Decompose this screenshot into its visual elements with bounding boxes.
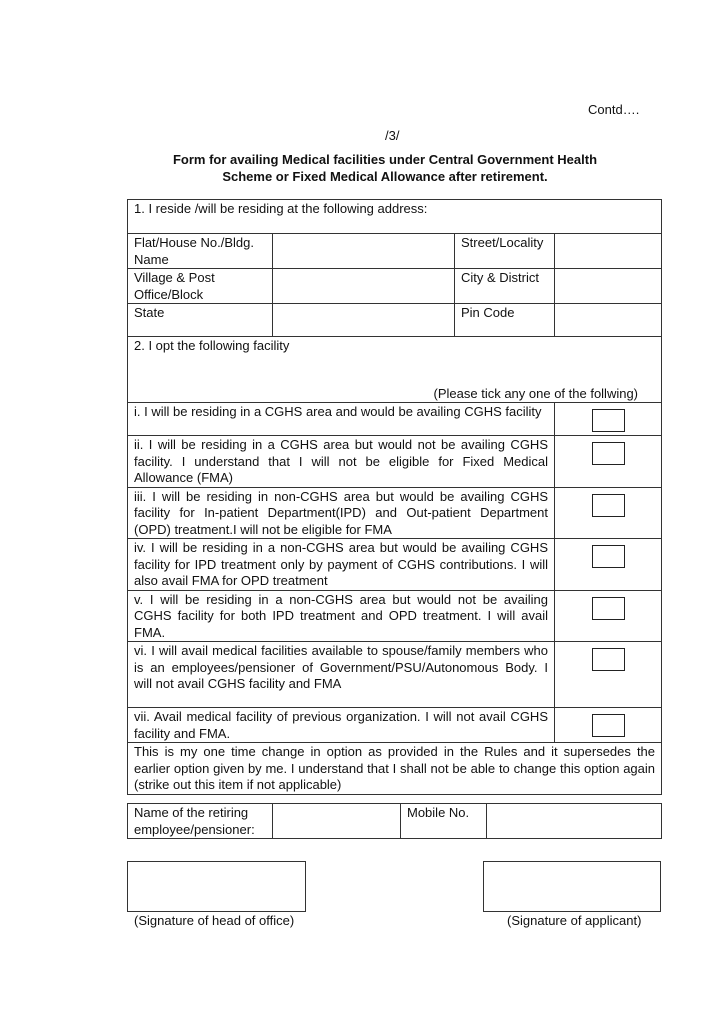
flat-label: Flat/House No./Bldg. Name [128,234,273,269]
street-input[interactable] [555,234,662,269]
facility-heading: 2. I opt the following facility [134,338,290,353]
option-vii-checkbox-cell [555,708,662,743]
tick-note: (Please tick any one of the follwing) [433,385,639,401]
option-vii: vii. Avail medical facility of previous organization. I will not avail CGHS facility and FMA. [128,708,555,743]
option-i-checkbox-cell [555,403,662,436]
state-label: State [128,304,273,337]
address-heading: 1. I reside /will be residing at the following address: [128,200,662,234]
form-title-line-1: Form for availing Medical facilities under Central Government Health [172,152,598,167]
city-label: City & District [455,269,555,304]
mobile-label: Mobile No. [401,804,487,839]
employee-table [127,803,662,839]
applicant-signature-label: (Signature of applicant) [507,913,642,928]
pin-label: Pin Code [455,304,555,337]
option-vi-checkbox[interactable] [592,648,625,671]
option-ii-checkbox-cell [555,436,662,488]
option-v-checkbox-cell [555,590,662,642]
contd-label: Contd…. [588,102,640,117]
form-table [127,199,662,795]
page-number: /3/ [385,128,400,143]
village-label: Village & Post Office/Block [128,269,273,304]
flat-input[interactable] [273,234,455,269]
option-v-checkbox[interactable] [592,597,625,620]
option-ii-checkbox[interactable] [592,442,625,465]
option-v: v. I will be residing in a non-CGHS area but would not be availing CGHS facility for both IPD treatment and OPD treatment. I will avail FMA. [128,590,555,642]
option-vi: vi. I will avail medical facilities available to spouse/family members who is an employees/pensioner of Government/PSU/Autonomous Body. I will not avail CGHS facility and FMA [128,642,555,708]
employee-name-label: Name of the retiring employee/pensioner: [128,804,273,839]
village-input[interactable] [273,269,455,304]
street-label: Street/Locality [455,234,555,269]
option-iii: iii. I will be residing in non-CGHS area but would be availing CGHS facility for In-patient Department(IPD) and Out-patient Department (OPD) treatment.I will not be eligible for FMA [128,487,555,539]
facility-heading-cell [128,337,662,403]
option-iv: iv. I will be residing in a non-CGHS area but would be availing CGHS facility for IPD treatment only by payment of CGHS contributions. I will also avail FMA for OPD treatment [128,539,555,591]
option-iii-checkbox-cell [555,487,662,539]
head-office-signature-label: (Signature of head of office) [134,913,295,928]
option-iii-checkbox[interactable] [592,494,625,517]
option-i: i. I will be residing in a CGHS area and would be availing CGHS facility [128,403,555,436]
option-vi-checkbox-cell [555,642,662,708]
city-input[interactable] [555,269,662,304]
option-ii: ii. I will be residing in a CGHS area but would not be availing CGHS facility. I understand that I will not be eligible for Fixed Medical Allowance (FMA) [128,436,555,488]
applicant-signature-box[interactable] [483,861,661,912]
head-office-signature-box[interactable] [127,861,306,912]
mobile-input[interactable] [487,804,662,839]
form-title [120,151,650,185]
one-time-note: This is my one time change in option as provided in the Rules and it supersedes the earlier option given by me. I understand that I shall not be able to change this option again (strike out this item if not applicable) [128,743,662,795]
form-title-line-2: Scheme or Fixed Medical Allowance after retirement. [222,169,548,184]
option-i-checkbox[interactable] [592,409,625,432]
employee-name-input[interactable] [273,804,401,839]
option-iv-checkbox-cell [555,539,662,591]
option-vii-checkbox[interactable] [592,714,625,737]
state-input[interactable] [273,304,455,337]
option-iv-checkbox[interactable] [592,545,625,568]
pin-input[interactable] [555,304,662,337]
